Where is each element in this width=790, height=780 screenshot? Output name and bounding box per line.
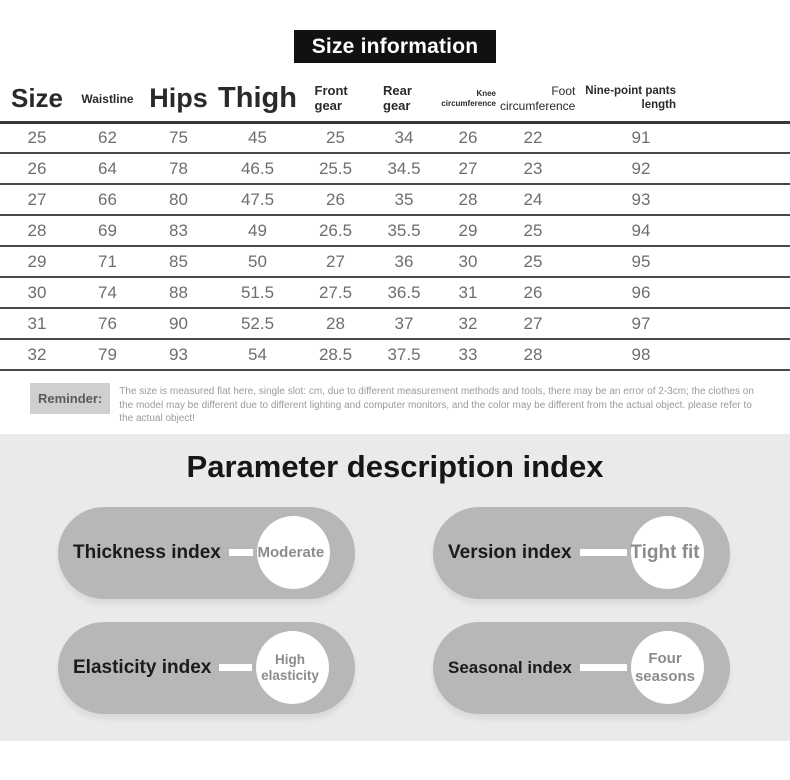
table-cell: 36.5 xyxy=(372,277,436,308)
table-cell: 28 xyxy=(299,308,372,339)
table-row xyxy=(0,184,790,215)
version-index-pill xyxy=(433,507,730,599)
table-cell: 54 xyxy=(216,339,299,370)
col-header-knee-circumference xyxy=(436,77,500,122)
table-cell: 35.5 xyxy=(372,215,436,246)
table-cell: 95 xyxy=(566,246,716,277)
table-row xyxy=(0,308,790,339)
table-cell: 24 xyxy=(500,184,566,215)
table-row xyxy=(0,246,790,277)
pill-connector-line xyxy=(580,549,627,556)
pill-value: High elasticity xyxy=(261,651,319,683)
table-cell: 85 xyxy=(141,246,216,277)
col-header-front-gear xyxy=(299,77,372,122)
table-cell: 83 xyxy=(141,215,216,246)
pill-label: Seasonal index xyxy=(448,657,572,677)
table-cell: 52.5 xyxy=(216,308,299,339)
table-cell: 26 xyxy=(500,277,566,308)
pill-value: Four seasons xyxy=(634,650,696,685)
table-cell: 35 xyxy=(372,184,436,215)
table-cell: 25 xyxy=(500,215,566,246)
table-cell-spacer xyxy=(716,184,790,215)
reminder-label: Reminder: xyxy=(30,383,110,414)
table-cell: 75 xyxy=(141,122,216,153)
table-cell: 50 xyxy=(216,246,299,277)
pill-label: Thickness index xyxy=(73,541,221,563)
seasonal-index-pill xyxy=(433,622,730,714)
pill-row-top xyxy=(0,507,790,599)
table-cell: 28 xyxy=(500,339,566,370)
col-header-foot-circumference xyxy=(500,77,576,122)
pill-row-bottom xyxy=(0,622,790,714)
table-cell: 25.5 xyxy=(299,153,372,184)
pill-connector-line xyxy=(219,664,252,671)
table-cell-spacer xyxy=(716,153,790,184)
table-cell: 28 xyxy=(0,215,74,246)
col-header-rear-gear-label: Rear gear xyxy=(383,82,412,113)
table-cell: 23 xyxy=(500,153,566,184)
table-cell: 26.5 xyxy=(299,215,372,246)
table-cell: 88 xyxy=(141,277,216,308)
table-cell: 51.5 xyxy=(216,277,299,308)
table-cell: 31 xyxy=(0,308,74,339)
pill-value: Tight fit xyxy=(630,541,700,563)
parameter-panel-title: Parameter description index xyxy=(186,448,604,484)
col-header-size: Size xyxy=(0,77,74,122)
table-cell: 27.5 xyxy=(299,277,372,308)
table-row xyxy=(0,153,790,184)
table-cell: 69 xyxy=(74,215,141,246)
pill-value: Moderate xyxy=(257,543,325,561)
pill-value-circle xyxy=(257,516,330,589)
table-cell: 46.5 xyxy=(216,153,299,184)
table-cell: 26 xyxy=(0,153,74,184)
col-header-foot-label: Foot circumference xyxy=(500,84,576,113)
col-header-nine-label: Nine-point pants length xyxy=(585,84,676,111)
pill-value-circle xyxy=(256,631,329,704)
table-cell: 32 xyxy=(436,308,500,339)
table-cell: 62 xyxy=(74,122,141,153)
reminder-section xyxy=(0,383,790,426)
table-row xyxy=(0,215,790,246)
pill-value-circle xyxy=(631,631,704,704)
parameter-description-panel xyxy=(0,434,790,741)
table-cell: 25 xyxy=(500,246,566,277)
col-header-front-gear-label: Front gear xyxy=(314,82,348,113)
table-cell: 30 xyxy=(0,277,74,308)
table-cell: 28.5 xyxy=(299,339,372,370)
table-cell: 29 xyxy=(0,246,74,277)
table-cell-spacer xyxy=(716,246,790,277)
table-cell: 33 xyxy=(436,339,500,370)
thickness-index-pill xyxy=(58,507,355,599)
table-cell-spacer xyxy=(716,308,790,339)
reminder-text: The size is measured flat here, single slot: cm, due to different measurement methods and tools, there may be an error of 2-3cm; the clothes on the model may be different due to different lighting and computer monitors, and the color may be different from the actual object. please refer to the actual object! xyxy=(119,386,754,424)
table-cell: 22 xyxy=(500,122,566,153)
table-cell: 29 xyxy=(436,215,500,246)
table-cell: 91 xyxy=(566,122,716,153)
table-cell: 37.5 xyxy=(372,339,436,370)
table-cell: 49 xyxy=(216,215,299,246)
banner-title: Size information xyxy=(311,34,479,58)
table-cell: 79 xyxy=(74,339,141,370)
table-cell: 34 xyxy=(372,122,436,153)
size-information-banner xyxy=(294,30,496,63)
table-cell: 96 xyxy=(566,277,716,308)
table-cell: 25 xyxy=(0,122,74,153)
table-cell: 93 xyxy=(141,339,216,370)
table-cell: 66 xyxy=(74,184,141,215)
table-cell: 37 xyxy=(372,308,436,339)
pill-connector-line xyxy=(229,549,253,556)
table-cell: 64 xyxy=(74,153,141,184)
table-cell: 90 xyxy=(141,308,216,339)
pill-label: Elasticity index xyxy=(73,656,212,678)
elasticity-index-pill xyxy=(58,622,355,714)
table-cell: 74 xyxy=(74,277,141,308)
table-cell-spacer xyxy=(716,215,790,246)
table-header-row xyxy=(0,77,790,122)
col-header-knee-label: Knee circumference xyxy=(441,89,496,108)
table-cell: 27 xyxy=(299,246,372,277)
table-cell: 97 xyxy=(566,308,716,339)
col-header-spacer xyxy=(716,77,790,122)
pill-label: Version index xyxy=(448,541,572,563)
table-cell: 47.5 xyxy=(216,184,299,215)
table-cell: 34.5 xyxy=(372,153,436,184)
table-cell: 93 xyxy=(566,184,716,215)
table-cell: 27 xyxy=(500,308,566,339)
pill-connector-line xyxy=(580,664,627,671)
table-cell: 76 xyxy=(74,308,141,339)
table-cell-spacer xyxy=(716,277,790,308)
table-cell: 80 xyxy=(141,184,216,215)
table-row xyxy=(0,122,790,153)
table-cell-spacer xyxy=(716,122,790,153)
col-header-thigh: Thigh xyxy=(216,77,299,122)
table-cell: 28 xyxy=(436,184,500,215)
table-cell: 71 xyxy=(74,246,141,277)
table-cell: 92 xyxy=(566,153,716,184)
table-cell: 45 xyxy=(216,122,299,153)
table-cell: 78 xyxy=(141,153,216,184)
table-cell: 94 xyxy=(566,215,716,246)
table-cell: 30 xyxy=(436,246,500,277)
table-cell: 27 xyxy=(0,184,74,215)
size-table xyxy=(0,77,790,371)
pill-value-circle xyxy=(631,516,704,589)
table-cell: 32 xyxy=(0,339,74,370)
table-cell: 26 xyxy=(436,122,500,153)
table-cell: 36 xyxy=(372,246,436,277)
table-row xyxy=(0,339,790,370)
col-header-nine-point-pants-length xyxy=(566,77,716,122)
table-cell-spacer xyxy=(716,339,790,370)
table-cell: 26 xyxy=(299,184,372,215)
col-header-hips: Hips xyxy=(141,77,216,122)
col-header-rear-gear xyxy=(372,77,436,122)
table-cell: 98 xyxy=(566,339,716,370)
table-cell: 31 xyxy=(436,277,500,308)
col-header-waistline: Waistline xyxy=(74,77,141,122)
table-cell: 27 xyxy=(436,153,500,184)
table-cell: 25 xyxy=(299,122,372,153)
table-row xyxy=(0,277,790,308)
